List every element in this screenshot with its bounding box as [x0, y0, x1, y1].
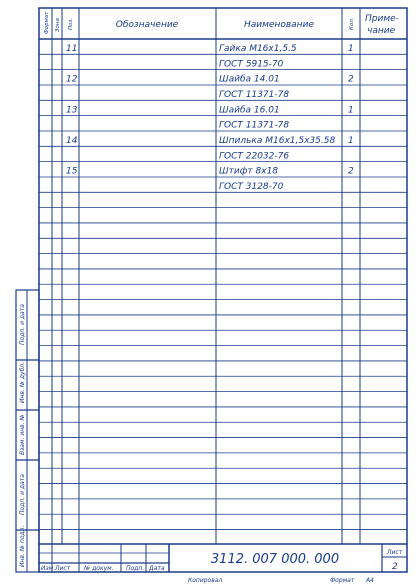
row-qty: 2 — [348, 74, 354, 85]
sheet-label: Лист — [387, 549, 403, 556]
row-name: ГОСТ 11371-78 — [219, 89, 290, 100]
stamp-col-podp: Подп. — [126, 565, 145, 572]
footer-format-label: Формат — [330, 577, 355, 584]
row-pos: 13 — [66, 105, 78, 116]
table-row — [219, 90, 289, 100]
row-pos: 14 — [66, 135, 78, 146]
table-grid — [39, 8, 407, 544]
row-pos: 12 — [66, 74, 78, 85]
footer-copied: Копировал — [188, 577, 223, 584]
header-zone: Зона — [55, 18, 61, 32]
table-header — [44, 11, 399, 36]
title-block — [39, 544, 407, 572]
table-row — [66, 75, 354, 85]
header-note-line1: Приме- — [365, 14, 399, 24]
side-label-inv-podl: Инв. № подл. — [19, 525, 26, 567]
side-label-inv-dubl: Инв. № дубл. — [19, 361, 26, 403]
row-name: Шайба 14.01 — [219, 74, 280, 85]
row-pos: 11 — [66, 44, 78, 54]
table-row — [219, 182, 284, 192]
table-row — [66, 167, 354, 177]
document-designation: 3112. 007 000. 000 — [210, 552, 340, 567]
table-row — [66, 44, 354, 54]
side-strip — [16, 290, 39, 572]
stamp-col-data: Дата — [149, 565, 165, 572]
table-row — [219, 151, 289, 161]
row-name: Гайка М16х1,5.5 — [219, 44, 297, 54]
stamp-col-izm: Изм. — [41, 565, 56, 572]
row-pos: 15 — [66, 166, 78, 177]
table-row — [66, 105, 354, 115]
footer — [188, 577, 374, 584]
row-name: Штифт 8х18 — [219, 166, 279, 177]
row-qty: 1 — [348, 105, 354, 116]
side-label-vzam-inv: Взам. инв. № — [19, 414, 26, 455]
row-qty: 2 — [348, 166, 354, 177]
header-pos: Поз. — [68, 17, 74, 30]
header-note-line2: чание — [367, 26, 396, 36]
row-qty: 1 — [348, 44, 354, 54]
header-format: Формат — [44, 11, 50, 34]
header-designation: Обозначение — [115, 20, 179, 30]
row-name: ГОСТ 5915-70 — [219, 59, 284, 70]
footer-format-value: А4 — [366, 577, 374, 584]
table-row — [66, 136, 354, 146]
row-name: ГОСТ 11371-78 — [219, 120, 290, 131]
table-rows — [66, 44, 354, 192]
header-qty: Кол. — [349, 17, 355, 30]
stamp-col-list: Лист — [55, 565, 71, 572]
sheet-number: 2 — [392, 562, 398, 572]
row-name: ГОСТ 22032-76 — [219, 151, 290, 162]
header-name: Наименование — [244, 20, 314, 30]
row-name: ГОСТ 3128-70 — [219, 181, 284, 192]
row-name: Шпилька М16х1,5х35.58 — [219, 135, 336, 146]
stamp-col-ndoc: № докум. — [84, 565, 114, 572]
table-row — [219, 59, 284, 69]
side-label-podp-data-2: Подп. и дата — [19, 474, 26, 515]
row-qty: 1 — [348, 135, 354, 146]
row-name: Шайба 16.01 — [219, 105, 280, 116]
side-label-podp-data-1: Подп. и дата — [19, 304, 26, 345]
table-row — [219, 121, 289, 131]
